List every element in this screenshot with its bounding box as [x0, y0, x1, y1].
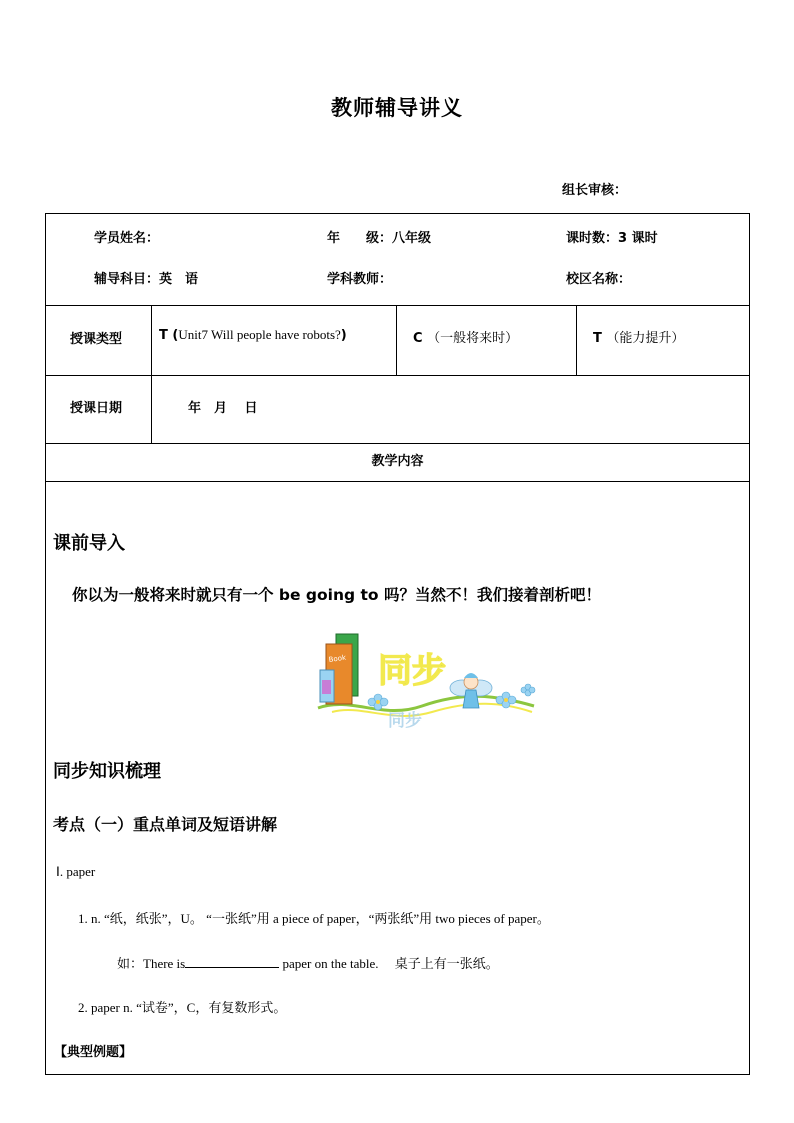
- lesson-type-t1: [159, 327, 347, 343]
- date-value: 年 月 日: [188, 401, 258, 416]
- table-rule: [46, 443, 749, 444]
- table-rule: [151, 305, 152, 443]
- document-title: 教师辅导讲义: [331, 96, 463, 120]
- flower-decoration: [376, 700, 380, 704]
- example-prefix: 如：There is: [117, 956, 186, 971]
- grade-value: 八年级: [392, 231, 432, 246]
- point-2: 2. paper n. “试卷”，C，有复数形式。: [78, 1000, 287, 1015]
- banner-main-text: 同步: [378, 651, 446, 691]
- sync-banner-graphic: [312, 630, 538, 730]
- subsection-title: 考点（一）重点单词及短语讲解: [53, 815, 278, 834]
- section-title-intro: 课前导入: [53, 533, 125, 554]
- books-icon: [320, 634, 358, 704]
- grade-label: 年 级：: [327, 231, 393, 246]
- typical-examples-label: 【典型例题】: [54, 1045, 133, 1060]
- fill-blank[interactable]: [185, 955, 279, 968]
- t2-text: （能力提升）: [606, 331, 685, 346]
- subject-field: [94, 268, 198, 287]
- hours-field: [566, 227, 658, 246]
- t1-close: ): [340, 328, 347, 343]
- lesson-type-t2: [593, 327, 684, 346]
- lesson-type-label: 授课类型: [70, 332, 123, 347]
- subject-label: 辅导科目：: [94, 272, 160, 287]
- teacher-label: 学科教师：: [327, 272, 393, 287]
- table-rule: [576, 305, 577, 375]
- flower-decoration: [504, 698, 508, 702]
- grade-field: [327, 227, 431, 246]
- reviewer-label: 组长审核：: [562, 183, 628, 198]
- t2-letter: T: [593, 331, 602, 346]
- lesson-type-c: [413, 327, 518, 346]
- point-1: 1. n. “纸，纸张”，U。 “一张纸”用 a piece of paper，“两张纸”用 two pieces of paper。: [78, 911, 550, 926]
- content-header: 教学内容: [371, 454, 424, 469]
- book-label: Book: [328, 653, 347, 664]
- section-title-sync: 同步知识梳理: [53, 761, 161, 782]
- example-suffix: paper on the table. 桌子上有一张纸。: [279, 956, 499, 971]
- t1-open: (: [172, 328, 179, 343]
- banner-shadow-text: 同步: [388, 711, 422, 730]
- table-rule: [46, 481, 749, 482]
- hours-value: 3 课时: [618, 231, 658, 246]
- hours-label: 课时数：: [566, 231, 619, 246]
- example-sentence: [117, 953, 499, 972]
- table-rule: [396, 305, 397, 375]
- t1-text: Unit7 Will people have robots?: [178, 327, 341, 342]
- item-heading-paper: Ⅰ. paper: [56, 864, 96, 879]
- sync-banner-image: [312, 630, 538, 730]
- c-letter: C: [413, 331, 423, 346]
- student-name-label: 学员姓名：: [94, 231, 160, 246]
- date-label: 授课日期: [70, 401, 123, 416]
- c-text: （一般将来时）: [427, 331, 519, 346]
- subject-value: 英 语: [159, 272, 199, 287]
- t1-letter: T: [159, 328, 168, 343]
- intro-text: 你以为一般将来时就只有一个 be going to 吗？当然不！我们接着剖析吧！: [72, 586, 601, 604]
- campus-label: 校区名称：: [566, 272, 632, 287]
